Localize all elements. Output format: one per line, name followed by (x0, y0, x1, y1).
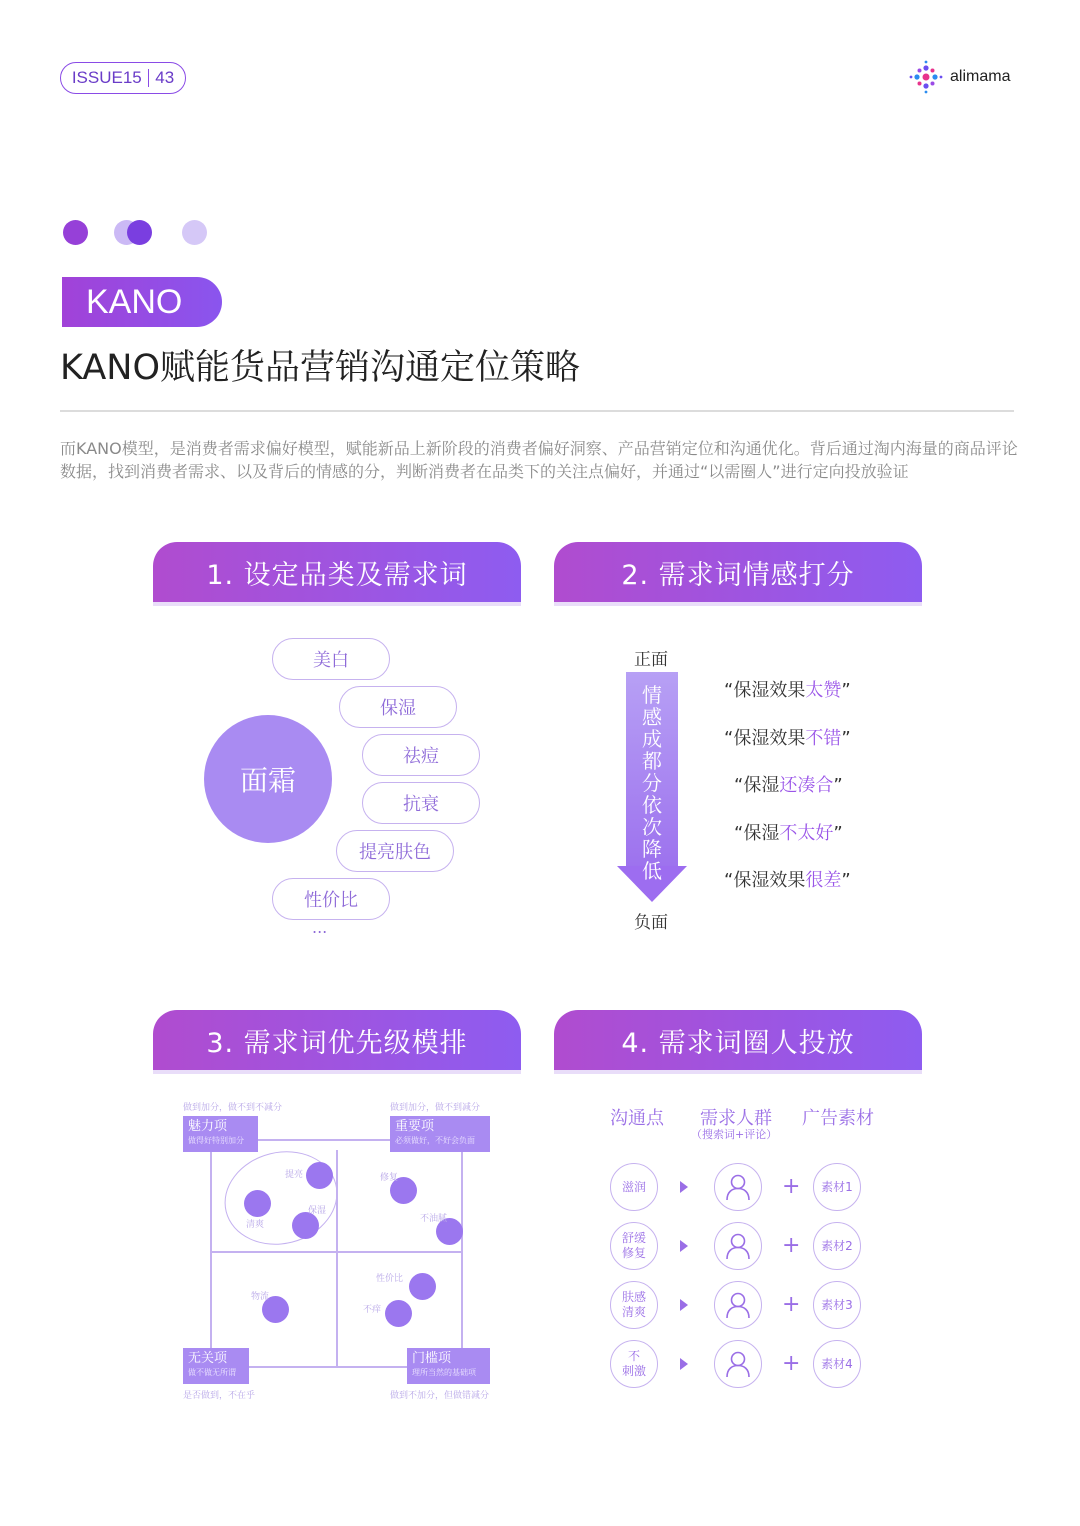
quote-text: “保湿效果 (724, 870, 806, 891)
quote-close: ” (841, 680, 851, 701)
positive-label: 正面 (634, 650, 668, 670)
quote-highlight: 太赞 (805, 680, 842, 701)
quote-highlight: 还凑合 (779, 775, 834, 796)
issue-badge (60, 62, 186, 94)
comm-point-circle: 不 刺激 (610, 1340, 658, 1388)
grid-line (210, 1251, 463, 1253)
person-icon (714, 1340, 762, 1388)
column-header-materials: 广告素材 (802, 1108, 874, 1129)
quadrant-title: 无关项 (188, 1351, 228, 1366)
issue-label: ISSUE15 (71, 68, 142, 87)
keyword-chip: 保湿 (339, 686, 457, 728)
keyword-chip: 提亮肤色 (336, 830, 454, 872)
quadrant-subtitle: 必须做好，不好会负面 (395, 1136, 475, 1145)
person-icon (714, 1163, 762, 1211)
step3-banner: 3. 需求词优先级模排 (153, 1010, 521, 1070)
quote-close: ” (833, 823, 843, 844)
point-label: 修复 (380, 1173, 399, 1183)
decor-dot-2b (127, 220, 152, 245)
page-number: 43 (155, 68, 175, 87)
sentiment-arrow-text: 情感成都分依次降低 (642, 683, 662, 883)
point-label: 不油腻 (420, 1214, 448, 1224)
grid-line (336, 1150, 338, 1368)
ad-material-circle: 素材2 (813, 1222, 861, 1270)
keyword-chip: 抗衰 (362, 782, 480, 824)
bottom-left-note: 是否做到，不在乎 (183, 1391, 256, 1401)
intro-paragraph: 而KANO模型，是消费者需求偏好模型，赋能新品上新阶段的消费者偏好洞察、产品营销定位和沟通优化。背后通过淘内海量的商品评论数据，找到消费者需求、以及背后的情感的分，判断消费者在品类下的关注点偏好，并通过“以需圈人”进行定向投放验证 (60, 439, 1018, 481)
play-arrow-icon (680, 1181, 688, 1193)
step1-banner: 1. 设定品类及需求词 (153, 542, 521, 602)
column-header-points: 沟通点 (610, 1108, 664, 1129)
kano-point (292, 1212, 319, 1239)
decor-dot-1 (63, 220, 88, 245)
kano-point (306, 1162, 333, 1189)
quadrant-subtitle: 理所当然的基础项 (412, 1368, 476, 1377)
quadrant-title: 门槛项 (412, 1351, 452, 1366)
top-right-note: 做到加分，做不到减分 (390, 1103, 481, 1113)
section-tag: KANO (62, 277, 222, 327)
quote-text: “保湿 (734, 775, 780, 796)
point-label: 物流 (251, 1292, 270, 1302)
point-label: 提亮 (285, 1170, 304, 1180)
quadrant-attractive (183, 1116, 258, 1152)
comm-point-circle: 舒缓 修复 (610, 1222, 658, 1270)
plus-icon: + (782, 1233, 801, 1258)
ad-material-circle: 素材1 (813, 1163, 861, 1211)
quote-close: ” (841, 728, 851, 749)
plus-icon: + (782, 1292, 801, 1317)
comm-point-circle: 滋润 (610, 1163, 658, 1211)
divider (60, 410, 1014, 412)
plus-icon: + (782, 1351, 801, 1376)
attractive-cluster-ellipse (215, 1140, 348, 1257)
person-icon (714, 1281, 762, 1329)
more-ellipsis: ... (312, 918, 328, 937)
review-quote (734, 819, 843, 845)
quadrant-title: 重要项 (395, 1119, 435, 1134)
quadrant-subtitle: 做不做无所谓 (188, 1368, 236, 1377)
quadrant-important (390, 1116, 490, 1152)
alimama-logo (908, 60, 1010, 94)
page-title: KANO赋能货品营销沟通定位策略 (60, 348, 581, 388)
review-quote (724, 676, 851, 702)
ad-material-circle: 素材3 (813, 1281, 861, 1329)
review-quote (724, 866, 851, 892)
review-quote (724, 724, 851, 750)
quote-highlight: 不错 (805, 728, 842, 749)
step2-banner: 2. 需求词情感打分 (554, 542, 922, 602)
kano-point (244, 1190, 271, 1217)
quote-highlight: 很差 (805, 870, 842, 891)
column-subheader-audience: （搜索词+评论） (691, 1128, 778, 1141)
grid-line (210, 1150, 212, 1368)
point-label: 不痒 (363, 1305, 382, 1315)
quadrant-subtitle: 做得好特别加分 (188, 1136, 244, 1145)
quote-text: “保湿 (734, 823, 780, 844)
point-label: 性价比 (376, 1274, 404, 1284)
keyword-chip: 美白 (272, 638, 390, 680)
comm-point-circle: 肤感 清爽 (610, 1281, 658, 1329)
grid-line (461, 1150, 463, 1368)
alimama-logo-icon (908, 60, 944, 94)
ad-material-circle: 素材4 (813, 1340, 861, 1388)
top-left-note: 做到加分，做不到不减分 (183, 1103, 283, 1113)
quadrant-title: 魅力项 (188, 1119, 228, 1134)
quote-close: ” (841, 870, 851, 891)
person-icon (714, 1222, 762, 1270)
point-label: 保湿 (308, 1206, 327, 1216)
column-header-audience: 需求人群 (700, 1108, 772, 1129)
review-quote (734, 771, 843, 797)
brand-name: alimama (950, 68, 1011, 85)
step4-banner: 4. 需求词圈人投放 (554, 1010, 922, 1070)
play-arrow-icon (680, 1299, 688, 1311)
category-circle: 面霜 (204, 715, 332, 843)
keyword-chip: 祛痘 (362, 734, 480, 776)
quote-close: ” (833, 775, 843, 796)
bottom-right-note: 做到不加分，但做错减分 (390, 1391, 490, 1401)
negative-label: 负面 (634, 913, 668, 933)
issue-divider (148, 69, 150, 87)
kano-point (385, 1300, 412, 1327)
plus-icon: + (782, 1174, 801, 1199)
play-arrow-icon (680, 1358, 688, 1370)
quote-text: “保湿效果 (724, 680, 806, 701)
point-label: 清爽 (246, 1220, 265, 1230)
kano-point (409, 1273, 436, 1300)
quote-text: “保湿效果 (724, 728, 806, 749)
quadrant-must-be (407, 1348, 490, 1384)
quote-highlight: 不太好 (779, 823, 834, 844)
keyword-chip: 性价比 (272, 878, 390, 920)
decor-dot-3 (182, 220, 207, 245)
quadrant-indifferent (183, 1348, 249, 1384)
play-arrow-icon (680, 1240, 688, 1252)
